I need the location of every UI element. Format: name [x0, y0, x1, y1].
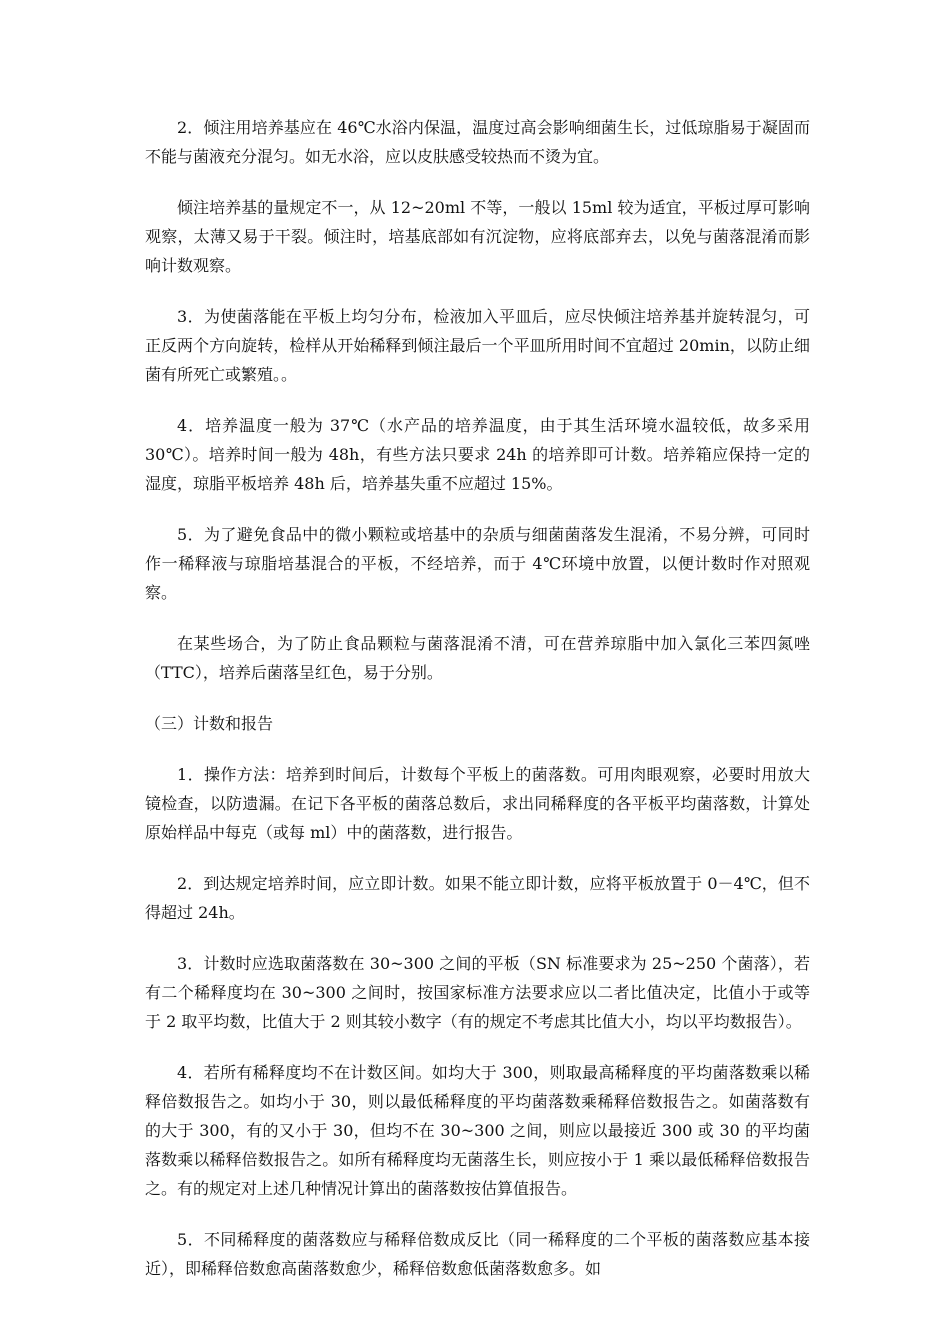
paragraph-control-plate: 5．为了避免食品中的微小颗粒或培基中的杂质与细菌菌落发生混淆，不易分辨，可同时作一稀释液与琼脂培基混合的平板，不经培养，而于 4℃环境中放置，以便计数时作对照观察。 [145, 525, 810, 602]
paragraph-pour-medium-volume: 倾注培养基的量规定不一，从 12~20ml 不等，一般以 15ml 较为适宜，平板过厚可影响观察，太薄又易于干裂。倾注时，培基底部如有沉淀物，应将底部弃去，以免与菌落混淆而影响计数观察。 [145, 198, 810, 275]
paragraph-out-of-range: 4．若所有稀释度均不在计数区间。如均大于 300，则取最高稀释度的平均菌落数乘以稀释倍数报告之。如均小于 30，则以最低稀释度的平均菌落数乘稀释倍数报告之。如菌落数有的大于 300，有的又小于 30，但均不在 30~300 之间，则应以最接近 300 或 30 的平均菌落数乘以稀释倍数报告之。如所有稀释度均无菌落生长，则应按小于 1 乘以最低稀释倍数报告之。有的规定对上述几种情况计算出的菌落数按估算值报告。 [145, 1063, 810, 1198]
paragraph-pour-medium-temperature: 2．倾注用培养基应在 46℃水浴内保温，温度过高会影响细菌生长，过低琼脂易于凝固而不能与菌液充分混匀。如无水浴，应以皮肤感受较热而不烫为宜。 [145, 118, 810, 166]
paragraph-plate-selection: 3．计数时应选取菌落数在 30~300 之间的平板（SN 标准要求为 25~250 个菌落），若有二个稀释度均在 30~300 之间时，按国家标准方法要求应以二者比值决定，比值小于或等于 2 取平均数，比值大于 2 则其较小数字（有的规定不考虑其比值大小，均以平均数报告）。 [145, 954, 810, 1031]
section-heading-counting-reporting: （三）计数和报告 [145, 714, 274, 733]
document-page [145, 113, 810, 1305]
paragraph-even-distribution: 3．为使菌落能在平板上均匀分布，检液加入平皿后，应尽快倾注培养基并旋转混匀，可正反两个方向旋转，检样从开始稀释到倾注最后一个平皿所用时间不宜超过 20min，以防止细菌有所死亡或繁殖。。 [145, 307, 810, 384]
paragraph-count-timing: 2．到达规定培养时间，应立即计数。如果不能立即计数，应将平板放置于 0－4℃，但不得超过 24h。 [145, 874, 810, 922]
paragraph-operation-method: 1．操作方法：培养到时间后，计数每个平板上的菌落数。可用肉眼观察，必要时用放大镜检查，以防遗漏。在记下各平板的菌落总数后，求出同稀释度的各平板平均菌落数，计算处原始样品中每克（或每 ml）中的菌落数，进行报告。 [145, 765, 810, 842]
paragraph-inverse-proportion: 5．不同稀释度的菌落数应与稀释倍数成反比（同一稀释度的二个平板的菌落数应基本接近），即稀释倍数愈高菌落数愈少，稀释倍数愈低菌落数愈多。如 [145, 1230, 810, 1278]
paragraph-incubation-temperature: 4．培养温度一般为 37℃（水产品的培养温度，由于其生活环境水温较低，故多采用 30℃）。培养时间一般为 48h，有些方法只要求 24h 的培养即可计数。培养箱应保持一定的湿度，琼脂平板培养 48h 后，培养基失重不应超过 15%。 [145, 416, 810, 493]
paragraph-ttc: 在某些场合，为了防止食品颗粒与菌落混淆不清，可在营养琼脂中加入氯化三苯四氮唑（TTC），培养后菌落呈红色，易于分别。 [145, 634, 810, 682]
